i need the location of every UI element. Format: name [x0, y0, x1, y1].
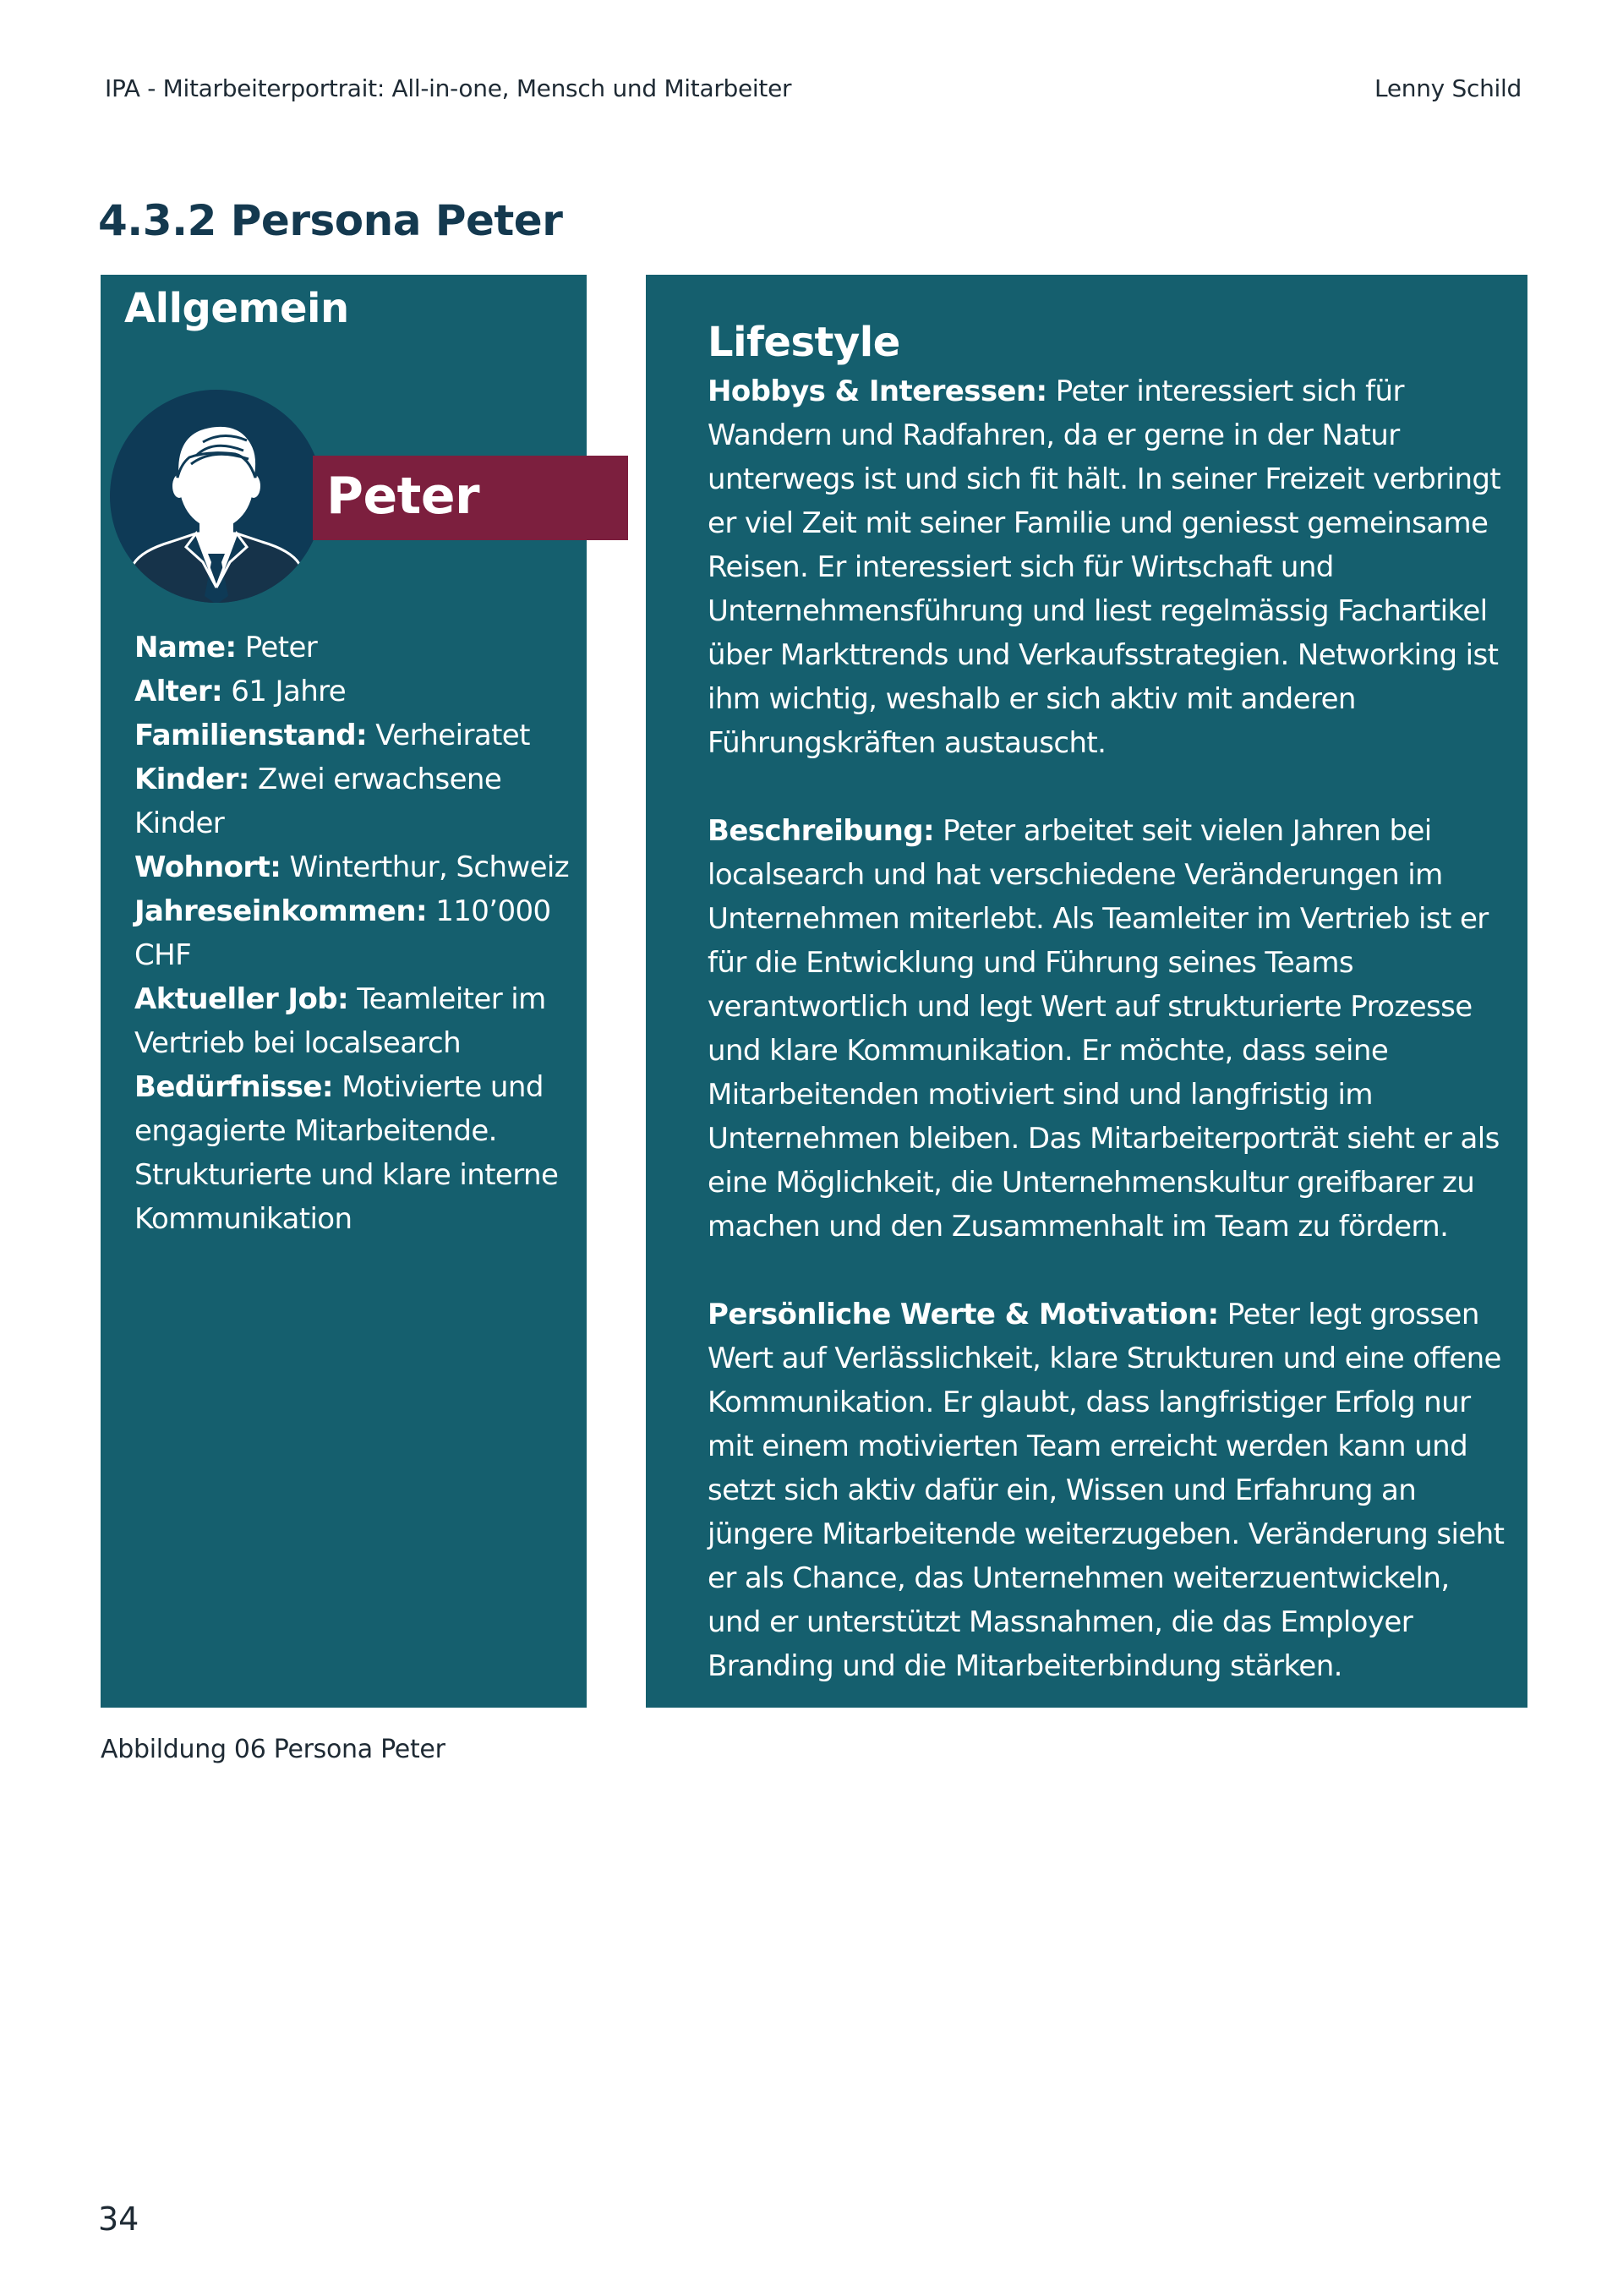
persona-name-tag: Peter: [313, 456, 628, 540]
businessman-avatar-icon: [108, 388, 325, 604]
fact-name: Name: Peter: [134, 631, 318, 664]
general-heading: Allgemein: [124, 285, 349, 332]
header-author: Lenny Schild: [1374, 74, 1522, 102]
paragraph-description: Beschreibung: Peter arbeitet seit vielen Jahren bei localsearch und hat verschiedene Veränderungen im Unternehmen miterlebt. Als Teamleiter im Vertrieb ist er für die Entwicklung und Führung seines Teams verantwortlich und legt Wert auf strukturierte Prozesse und klare Kommunikation. Er möchte, dass seine Mitarbeitenden motiviert sind und langfristig im Unternehmen bleiben. Das Mitarbeiterporträt sieht er als eine Möglichkeit, die Unternehmenskultur greifbarer zu machen und den Zusammenhalt im Team zu fördern.: [708, 814, 1500, 1244]
page-number: 34: [98, 2200, 139, 2238]
fact-annual-income: Jahreseinkommen: 110’000 CHF: [134, 894, 551, 972]
figure-caption: Abbildung 06 Persona Peter: [101, 1735, 445, 1764]
facts-list: [134, 626, 574, 1241]
fact-needs: Bedürfnisse: Motivierte und engagierte Mitarbeitende. Strukturierte und klare interne Kommunikation: [134, 1070, 559, 1236]
section-title: 4.3.2 Persona Peter: [98, 196, 563, 245]
fact-current-job: Aktueller Job: Teamleiter im Vertrieb bei localsearch: [134, 982, 546, 1060]
lifestyle-text: [708, 369, 1511, 1732]
lifestyle-panel: [646, 275, 1527, 1708]
fact-marital-status: Familienstand: Verheiratet: [134, 719, 530, 752]
lifestyle-heading: Lifestyle: [708, 319, 900, 366]
fact-age: Alter: 61 Jahre: [134, 675, 347, 708]
header-document-title: IPA - Mitarbeiterportrait: All-in-one, Mensch und Mitarbeiter: [105, 74, 792, 102]
paragraph-hobbies: Hobbys & Interessen: Peter interessiert sich für Wandern und Radfahren, da er gerne in der Natur unterwegs ist und sich fit hält. In seiner Freizeit verbringt er viel Zeit mit seiner Familie und geniesst gemeinsame Reisen. Er interessiert sich für Wirtschaft und Unternehmensführung und liest regelmässig Fachartikel über Markttrends und Verkaufsstrategien. Networking ist ihm wichtig, weshalb er sich aktiv mit anderen Führungskräften austauscht.: [708, 374, 1501, 760]
fact-children: Kinder: Zwei erwachsene Kinder: [134, 763, 502, 840]
fact-residence: Wohnort: Winterthur, Schweiz: [134, 850, 570, 884]
paragraph-values-motivation: Persönliche Werte & Motivation: Peter legt grossen Wert auf Verlässlichkeit, klare Strukturen und eine offene Kommunikation. Er glaubt, dass langfristiger Erfolg nur mit einem motivierten Team erreicht werden kann und setzt sich aktiv dafür ein, Wissen und Erfahrung an jüngere Mitarbeitende weiterzugeben. Veränderung sieht er als Chance, das Unternehmen weiterzuentwickeln, und er unterstützt Massnahmen, die das Employer Branding und die Mitarbeiterbindung stärken.: [708, 1298, 1505, 1683]
